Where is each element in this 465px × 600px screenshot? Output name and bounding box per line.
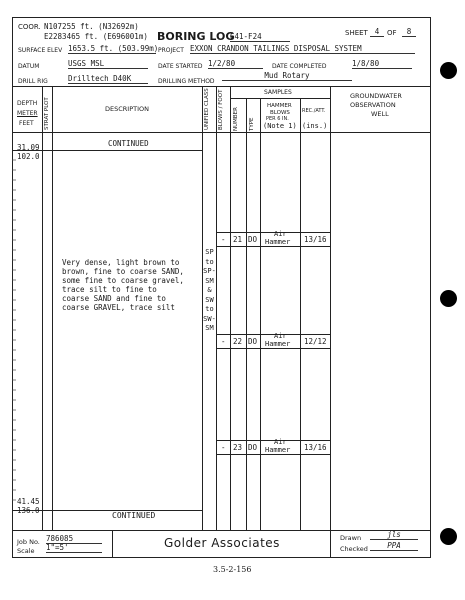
sheet-of-label: OF xyxy=(387,29,397,37)
sample-type: DO xyxy=(248,235,258,244)
col-strat-plot: STRAT PLOT xyxy=(44,97,50,130)
sample-hammer-l1: Air xyxy=(274,332,287,340)
sample-type: DO xyxy=(248,443,258,452)
sample-blows: - xyxy=(221,337,226,346)
checked-by: PPA xyxy=(370,541,418,551)
date-completed-label: DATE COMPLETED xyxy=(272,63,327,70)
col-hammer-note: (Note 1) xyxy=(263,122,297,130)
uscs-code: to xyxy=(205,305,214,313)
uscs-code: SW xyxy=(205,295,214,304)
col-rec-units: (ins.) xyxy=(302,122,328,130)
uscs-code: SM xyxy=(205,276,214,285)
top-depth-feet: 102.0 xyxy=(17,152,40,161)
drilling-method: Mud Rotary xyxy=(222,71,352,81)
scale-label: Scale xyxy=(17,547,35,555)
col-blows-foot: BLOWS / FOOT xyxy=(218,89,224,130)
company-name: Golder Associates xyxy=(164,536,280,550)
col-number: NUMBER xyxy=(233,107,239,131)
sample-recovery: 12/12 xyxy=(304,337,327,346)
uscs-code: SP xyxy=(205,248,214,256)
surface-elev-label: SURFACE ELEV xyxy=(18,47,63,54)
sample-number: 23 xyxy=(233,443,243,452)
sample-type: DO xyxy=(248,337,258,346)
date-completed: 1/8/80 xyxy=(352,59,412,69)
log-title: BORING LOG xyxy=(157,30,235,43)
col-rec-att: REC./ATT. xyxy=(302,108,326,114)
scale: 1"=5' xyxy=(46,543,102,553)
top-continued: CONTINUED xyxy=(108,139,149,148)
col-depth: DEPTH xyxy=(17,100,38,107)
sample-hammer-l1: Air xyxy=(274,230,287,238)
drill-rig: Drilltech D40K xyxy=(68,74,148,84)
coord-north: N107255 ft. (N32692m) xyxy=(44,22,139,31)
date-started-label: DATE STARTED xyxy=(158,63,203,70)
project-label: PROJECT xyxy=(158,47,184,54)
col-observation: OBSERVATION xyxy=(350,101,396,109)
job-no: 786085 xyxy=(46,534,102,544)
sample-recovery: 13/16 xyxy=(304,235,327,244)
col-samples: SAMPLES xyxy=(264,89,292,96)
sheet-number: 4 xyxy=(370,27,384,37)
datum: USGS MSL xyxy=(68,59,148,69)
top-depth-meter: 31.09 xyxy=(17,143,40,152)
job-no-label: Job No. xyxy=(17,538,40,546)
drill-rig-label: DRILL RIG xyxy=(18,78,48,85)
col-unified-class: UNIFIED CLASS xyxy=(204,88,210,130)
bottom-continued: CONTINUED xyxy=(112,511,156,520)
col-feet: FEET xyxy=(19,120,34,127)
col-blows: BLOWS xyxy=(270,110,290,116)
col-well: WELL xyxy=(371,110,389,118)
bottom-depth-meter: 41.45 xyxy=(17,497,40,506)
sample-hammer-l2: Hammer xyxy=(265,238,291,246)
uscs-code: SW- xyxy=(203,314,216,323)
col-groundwater: GROUNDWATER xyxy=(350,92,402,100)
sample-blows: - xyxy=(221,443,226,452)
surface-elev: 1653.5 ft. (503.99m) xyxy=(68,44,159,53)
date-started: 1/2/80 xyxy=(208,59,263,69)
col-type: TYPE xyxy=(249,117,255,131)
col-hammer: HAMMER xyxy=(267,103,292,109)
datum-label: DATUM xyxy=(18,63,40,70)
sample-blows: - xyxy=(221,235,226,244)
col-per-6in: PER 6 IN. xyxy=(266,116,289,122)
bottom-depth-feet: 136.0 xyxy=(17,506,40,515)
drawn-label: Drawn xyxy=(340,534,362,542)
boring-id: G41-F24 xyxy=(230,32,290,42)
sample-number: 21 xyxy=(233,235,243,244)
sample-number: 22 xyxy=(233,337,243,346)
page-number: 3.5-2-156 xyxy=(213,565,252,574)
uscs-code: SP- xyxy=(203,267,216,275)
sample-hammer-l2: Hammer xyxy=(265,446,291,454)
uscs-code: to xyxy=(205,257,214,266)
uscs-code: & xyxy=(207,286,212,294)
sample-hammer-l1: Air xyxy=(274,438,287,446)
sheet-label: SHEET xyxy=(345,29,368,37)
col-description: DESCRIPTION xyxy=(105,105,149,113)
drawn-by: jls xyxy=(370,530,418,540)
checked-label: Checked xyxy=(340,545,368,553)
sample-recovery: 13/16 xyxy=(304,443,327,452)
coord-label: COOR. xyxy=(18,23,41,31)
sample-hammer-l2: Hammer xyxy=(265,340,291,348)
project-name: EXXON CRANDON TAILINGS DISPOSAL SYSTEM xyxy=(190,44,415,54)
col-meter: METER xyxy=(17,110,38,117)
soil-description: Very dense, light brown to brown, fine to coarse SAND, some fine to coarse gravel, trace silt to fine to coarse SAND and fine to coarse GRAVEL, trace silt xyxy=(62,258,184,312)
uscs-code: SM xyxy=(205,324,214,332)
unified-class-list xyxy=(203,248,216,334)
coord-east: E2283465 ft. (E696001m) xyxy=(44,32,148,41)
sheet-total: 8 xyxy=(402,27,416,37)
drilling-method-label: DRILLING METHOD xyxy=(158,78,215,85)
